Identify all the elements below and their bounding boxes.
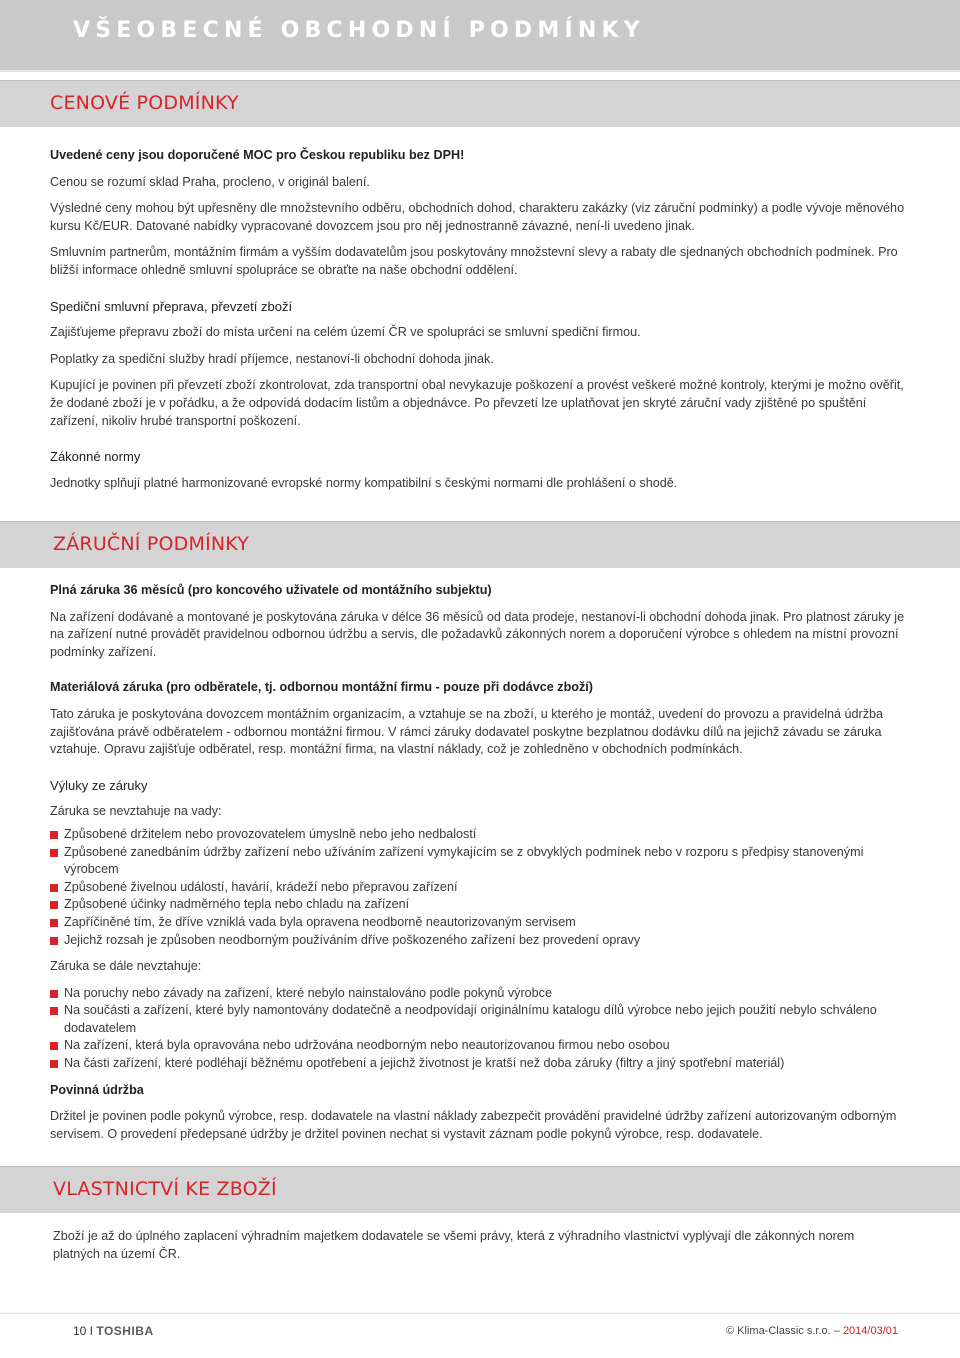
list-lead: Záruka se nevztahuje na vady: xyxy=(50,804,222,819)
bullet-square-icon xyxy=(50,919,58,927)
paragraph: Zboží je až do úplného zaplacení výhradním majetkem dodavatele se všemi právy, která z výhradního vlastnictví vyplývají dle zákonných norem platných na území ČR. xyxy=(53,1229,855,1261)
bullet-square-icon xyxy=(50,901,58,909)
list-item: Na zařízení, která byla opravována nebo udržována neodborným nebo neautorizovanou firmou nebo osobou xyxy=(50,1037,910,1055)
section-band-cenove xyxy=(0,80,960,127)
exclusion-list-2 xyxy=(50,985,910,1073)
list-item: Způsobené živelnou událostí, havárií, krádeží nebo přepravou zařízení xyxy=(50,879,910,897)
section-vlastnictvi-content xyxy=(53,1228,893,1263)
section-heading-cenove: CENOVÉ PODMÍNKY xyxy=(50,92,239,114)
page-number: 10 I xyxy=(73,1324,94,1338)
paragraph: Zajišťujeme přepravu zboží do místa určení na celém území ČR ve spolupráci se smluvní spediční firmou. xyxy=(50,325,641,340)
list-item: Jejichž rozsah je způsoben neodborným používáním dříve poškozeného zařízení bez provedení opravy xyxy=(50,932,910,950)
list-item: Zapříčiněné tím, že dříve vzniklá vada byla opravena neodborně neautorizovaným servisem xyxy=(50,914,910,932)
bullet-square-icon xyxy=(50,831,58,839)
bullet-square-icon xyxy=(50,849,58,857)
section-heading-vlastnictvi: VLASTNICTVÍ KE ZBOŽÍ xyxy=(53,1178,277,1200)
paragraph: Držitel je povinen podle pokynů výrobce, resp. dodavatele na vlastní náklady zabezpečit provádění pravidelné údržby zařízení autorizovaným odborným servisem. O provedení předepsané údržby je držitel povinen nechat si vystavit záznam podle pokynů výrobce, resp. dodavatele. xyxy=(50,1109,897,1141)
subheading-vyluky: Výluky ze záruky xyxy=(50,777,148,793)
section-band-vlastnictvi xyxy=(0,1166,960,1213)
brand-logo: TOSHIBA xyxy=(96,1324,154,1338)
paragraph: Jednotky splňují platné harmonizované evropské normy kompatibilní s českými normami dle prohlášení o shodě. xyxy=(50,475,678,490)
paragraph: Smluvním partnerům, montážním firmám a vyšším dodavatelům jsou poskytovány množstevní slevy a rabaty dle sjednaných obchodních podmínek. Pro bližší informace ohledně smluvní spolupráce se obraťte na naše obchodní oddělení. xyxy=(50,245,898,277)
section-heading-zarucni: ZÁRUČNÍ PODMÍNKY xyxy=(53,533,250,555)
bullet-square-icon xyxy=(50,1007,58,1015)
bullet-square-icon xyxy=(50,884,58,892)
section-zarucni-content xyxy=(50,582,910,1143)
copyright-text: © Klima-Classic s.r.o. – xyxy=(726,1325,840,1337)
footer-left xyxy=(73,1323,154,1341)
list-item: Způsobené držitelem nebo provozovatelem úmyslně nebo jeho nedbalostí xyxy=(50,826,910,844)
paragraph: Cenou se rozumí sklad Praha, procleno, v originál balení. xyxy=(50,174,370,189)
intro-bold-text: Uvedené ceny jsou doporučené MOC pro Českou republiku bez DPH! xyxy=(50,148,465,162)
paragraph: Na zařízení dodávané a montované je poskytována záruka v délce 36 měsíců od data prodeje, nestanoví-li obchodní dohoda jinak. Pro platnost záruky je na zařízení nutné provádět pravidelnou odbornou údržbu a servis, dle požadavků zákonných norem a doporučení výrobce s ohledem na místní provozní podmínky zařízení. xyxy=(50,609,905,659)
subheading-normy: Zákonné normy xyxy=(50,449,141,465)
list-item: Na součásti a zařízení, které byly namontovány dodatečně a neodpovídají originálnímu katalogu dílů výrobce nebo jejich použití nebylo schváleno dodavatelem xyxy=(50,1002,910,1037)
section-cenove-content xyxy=(50,147,910,492)
paragraph: Výsledné ceny mohou být upřesněny dle množstevního odběru, obchodních dohod, charakteru zakázky (viz záruční podmínky) a podle vývoje měnového kursu Kč/EUR. Datované nabídky vypracované dovozcem jsou pro něj jednostranně závazné, není-li uvedeno jinak. xyxy=(50,201,905,233)
exclusion-list-1 xyxy=(50,826,910,949)
document-title: VŠEOBECNÉ OBCHODNÍ PODMÍNKY xyxy=(73,18,645,43)
document-date: 2014/03/01 xyxy=(842,1325,898,1337)
list-item: Způsobené účinky nadměrného tepla nebo chladu na zařízení xyxy=(50,896,910,914)
subheading-materialova-zaruka: Materiálová záruka (pro odběratele, tj. odbornou montážní firmu - pouze při dodávce zboží) xyxy=(50,680,593,695)
paragraph: Kupující je povinen při převzetí zboží zkontrolovat, zda transportní obal nevykazuje poškození a provést veškeré možné kontroly, kterými je možno ověřit, že dodané zboží je v pořádku, a že odpovídá dodacím listům a objednávce. Po převzetí lze uplatňovat jen skryté záruční vady zjištěné po spuštění zařízení, nikoliv hrubé transportní poškození. xyxy=(50,378,904,428)
list-item: Způsobené zanedbáním údržby zařízení nebo užíváním zařízení vymykajícím se z obvyklých podmínek nebo v rozporu s předpisy stanovenými výrobcem xyxy=(50,844,910,879)
bullet-square-icon xyxy=(50,1042,58,1050)
subheading-spedice: Spediční smluvní přeprava, převzetí zboží xyxy=(50,298,293,314)
footer-right xyxy=(726,1323,898,1341)
bullet-square-icon xyxy=(50,990,58,998)
list-item: Na části zařízení, které podléhají běžnému opotřebení a jejichž životnost je kratší než doba záruky (filtry a jiný spotřební materiál) xyxy=(50,1055,910,1073)
list-lead: Záruka se dále nevztahuje: xyxy=(50,959,202,974)
document-header xyxy=(0,0,960,70)
header-divider xyxy=(0,70,960,72)
page-footer xyxy=(0,1313,960,1344)
subheading-povinna-udrzba: Povinná údržba xyxy=(50,1082,144,1097)
bullet-square-icon xyxy=(50,937,58,945)
bullet-square-icon xyxy=(50,1060,58,1068)
subheading-plna-zaruka: Plná záruka 36 měsíců (pro koncového uživatele od montážního subjektu) xyxy=(50,583,492,597)
paragraph: Poplatky za spediční služby hradí příjemce, nestanoví-li obchodní dohoda jinak. xyxy=(50,351,494,366)
paragraph: Tato záruka je poskytována dovozcem montážním organizacím, a vztahuje se na zboží, u kterého je montáž, uvedení do provozu a pravidelná údržba zajišťována právě odběratelem - odbornou montážní firmou. V rámci záruky dodavatel poskytne bezplatnou dodávku dílů na jejichž závadu se záruka vztahuje. Opravu zajišťuje odběratel, resp. montážní firma, na vlastní náklady, což je zohledněno v obchodních podmínkách. xyxy=(50,706,884,757)
section-band-zarucni xyxy=(0,521,960,568)
list-item: Na poruchy nebo závady na zařízení, které nebylo nainstalováno podle pokynů výrobce xyxy=(50,985,910,1003)
